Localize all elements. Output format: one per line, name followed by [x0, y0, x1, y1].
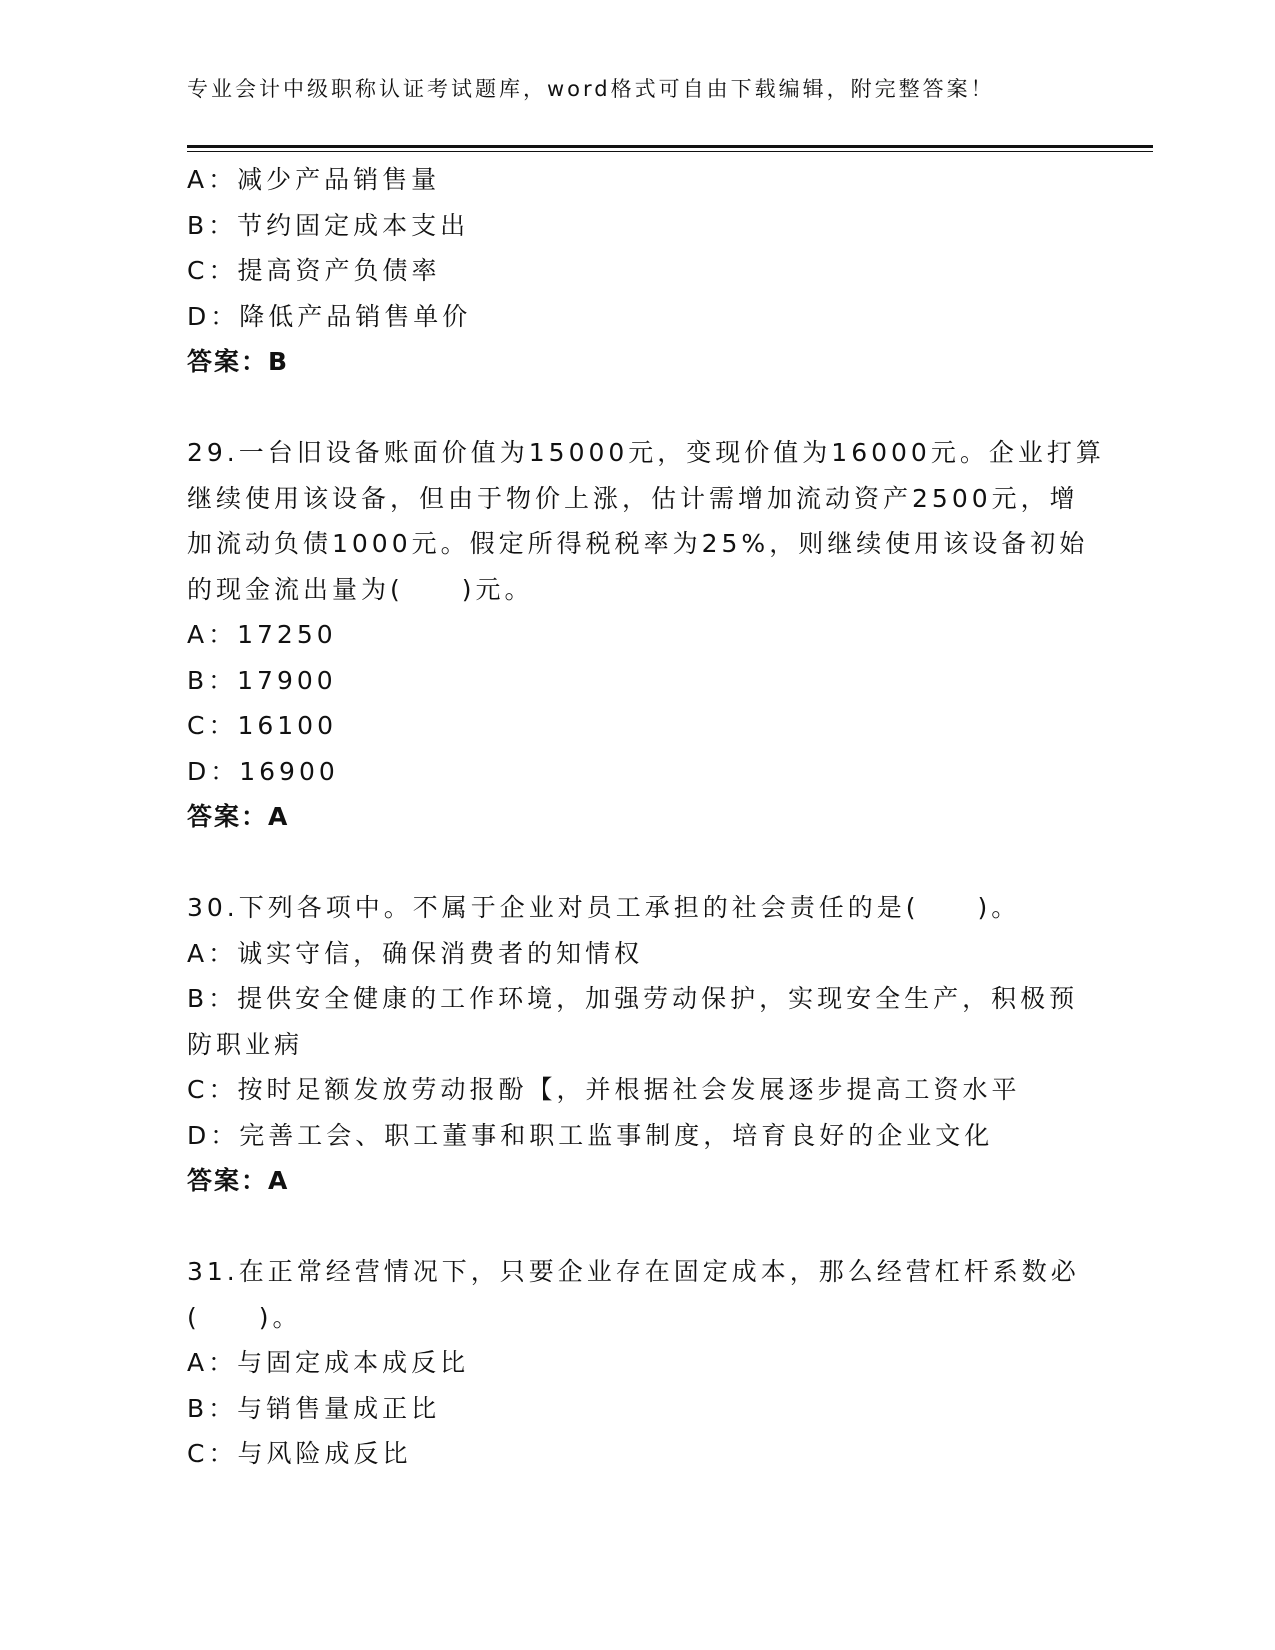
option-c: C：与风险成反比 [187, 1439, 412, 1468]
question-stem-line: 继续使用该设备，但由于物价上涨，估计需增加流动资产2500元，增 [187, 483, 1079, 513]
option-b-continued: 防职业病 [187, 1029, 304, 1059]
spacer [187, 1204, 1077, 1250]
answer-line: 答案：A [187, 1166, 290, 1195]
question-stem-line: 的现金流出量为( )元。 [187, 574, 534, 604]
option-d: D：完善工会、职工董事和职工监事制度，培育良好的企业文化 [187, 1120, 994, 1150]
answer-line: 答案：B [187, 347, 290, 376]
option-a: A：17250 [187, 620, 337, 649]
header-rule-thin [187, 151, 1153, 152]
option-b: B：提供安全健康的工作环境，加强劳动保护，实现安全生产，积极预 [187, 984, 1079, 1013]
option-b: B：17900 [187, 665, 337, 695]
page-header: 专业会计中级职称认证考试题库，word格式可自由下载编辑，附完整答案！ [187, 77, 995, 101]
answer-line: 答案：A [187, 802, 290, 831]
question-stem-line: 加流动负债1000元。假定所得税税率为25%，则继续使用该设备初始 [187, 529, 1089, 558]
spacer [187, 840, 1077, 886]
option-a: A：与固定成本成反比 [187, 1348, 470, 1377]
question-31 [187, 1249, 1080, 1477]
option-c: C：按时足额发放劳动报酚【，并根据社会发展逐步提高工资水平 [187, 1075, 1021, 1104]
option-c: C：提高资产负债率 [187, 256, 441, 285]
question-stem-line: 30.下列各项中。不属于企业对员工承担的社会责任的是( )。 [187, 893, 1021, 922]
option-a: A：减少产品销售量 [187, 165, 441, 194]
option-c: C：16100 [187, 711, 337, 740]
spacer [187, 385, 1077, 431]
question-29 [187, 430, 1105, 840]
header-rule-thick [187, 145, 1153, 148]
option-d: D：16900 [187, 756, 339, 786]
option-b: B：与销售量成正比 [187, 1393, 441, 1423]
option-d: D：降低产品销售单价 [187, 301, 472, 331]
document-body [187, 157, 1105, 1477]
question-stem-line: ( )。 [187, 1302, 302, 1332]
prev-question-options [187, 157, 1077, 339]
question-stem-line: 29.一台旧设备账面价值为15000元，变现价值为16000元。企业打算 [187, 438, 1105, 467]
question-stem-line: 31.在正常经营情况下，只要企业存在固定成本，那么经营杠杆系数必 [187, 1257, 1080, 1286]
option-a: A：诚实守信，确保消费者的知情权 [187, 938, 644, 968]
question-30 [187, 885, 1077, 1204]
option-b: B：节约固定成本支出 [187, 210, 470, 240]
